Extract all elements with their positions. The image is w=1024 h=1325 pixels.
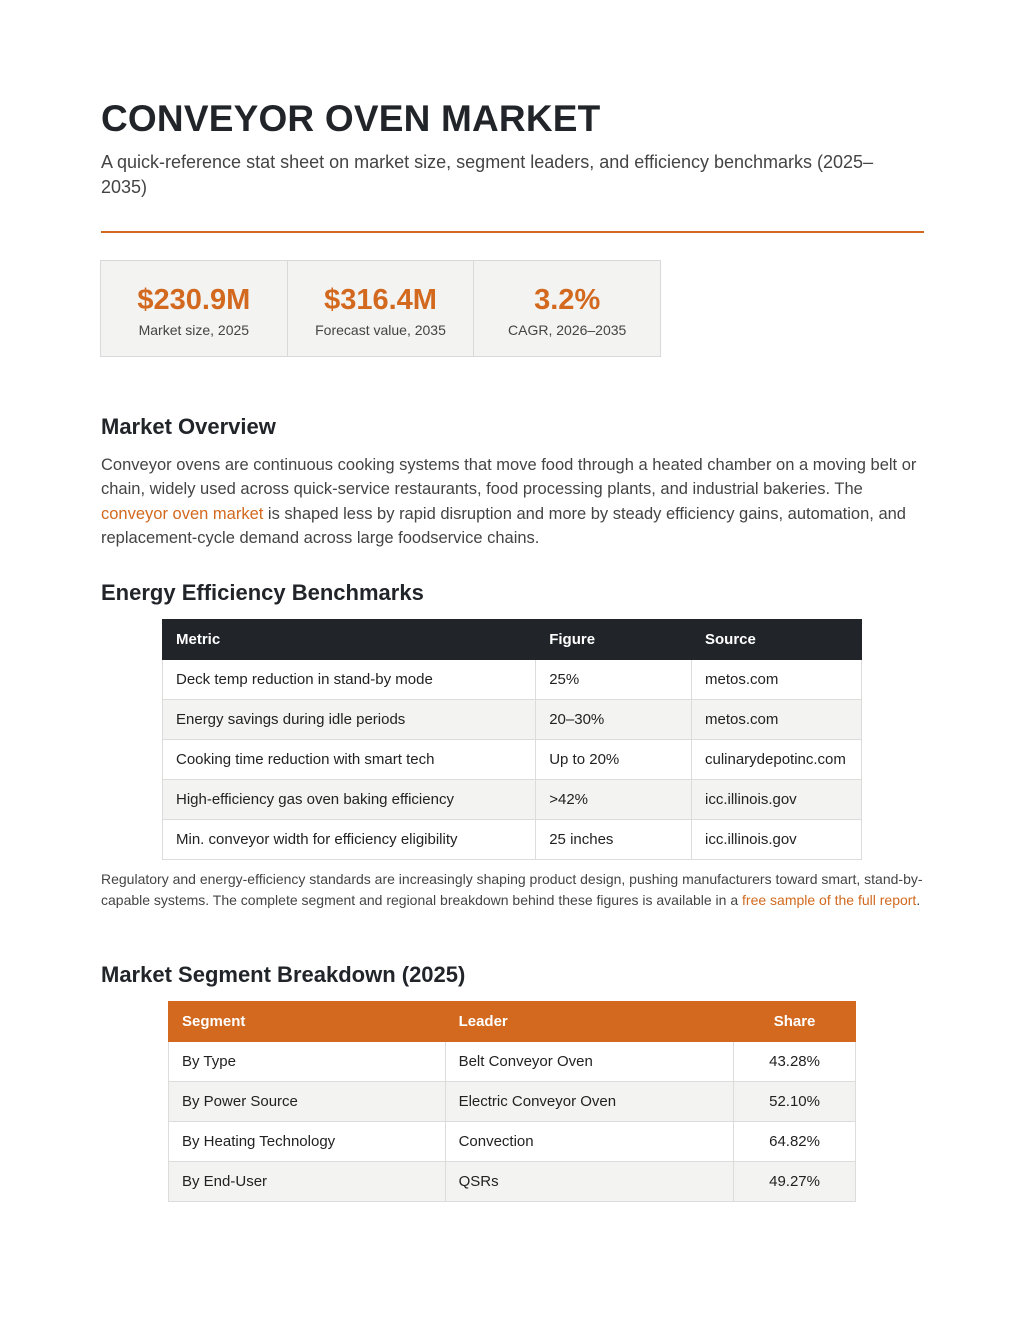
segments-table — [168, 1001, 856, 1202]
table-row — [169, 1082, 856, 1122]
conveyor-oven-market-link[interactable]: conveyor oven market — [101, 504, 264, 523]
share-cell: 43.28% — [734, 1042, 856, 1082]
overview-text: Conveyor ovens are continuous cooking systems that move food through a heated chamber on a moving belt or chain, widely used across quick-service restaurants, food processing plants, and industrial bakeries. The — [101, 456, 917, 499]
table-header-row — [163, 620, 862, 660]
stat-forecast-value — [288, 261, 475, 356]
segments-heading: Market Segment Breakdown (2025) — [101, 962, 466, 987]
note-text-end: . — [916, 892, 921, 908]
table-header-row — [169, 1002, 856, 1042]
stat-cagr — [474, 261, 660, 356]
column-header-metric: Metric — [163, 620, 536, 660]
free-sample-link[interactable]: free sample of the full report — [742, 892, 917, 908]
leader-cell: Electric Conveyor Oven — [445, 1082, 734, 1122]
metric-cell: High-efficiency gas oven baking efficiency — [163, 780, 536, 820]
share-cell: 52.10% — [734, 1082, 856, 1122]
column-header-source: Source — [691, 620, 861, 660]
segment-cell: By End-User — [169, 1162, 446, 1202]
key-stats-panel — [100, 260, 661, 357]
share-cell: 49.27% — [734, 1162, 856, 1202]
stat-market-size — [101, 261, 288, 356]
efficiency-table — [162, 619, 862, 860]
table-row — [169, 1122, 856, 1162]
segment-cell: By Power Source — [169, 1082, 446, 1122]
metric-cell: Min. conveyor width for efficiency eligibility — [163, 820, 536, 860]
stat-value: $230.9M — [137, 284, 251, 316]
leader-cell: Convection — [445, 1122, 734, 1162]
source-cell: culinarydepotinc.com — [691, 740, 861, 780]
source-cell: metos.com — [691, 700, 861, 740]
column-header-segment: Segment — [169, 1002, 446, 1042]
figure-cell: >42% — [536, 780, 692, 820]
table-row — [163, 740, 862, 780]
efficiency-note — [101, 869, 931, 911]
table-row — [163, 820, 862, 860]
table-row — [169, 1162, 856, 1202]
metric-cell: Deck temp reduction in stand-by mode — [163, 660, 536, 700]
stat-label: Market size, 2025 — [138, 322, 250, 338]
page-title: CONVEYOR OVEN MARKET — [101, 98, 601, 139]
metric-cell: Energy savings during idle periods — [163, 700, 536, 740]
note-text: Regulatory and energy-efficiency standards are increasingly shaping product design, pushing manufacturers toward smart, stand-by-capable systems. The complete segment and regional breakdown behind these figures is available in a — [101, 871, 923, 908]
figure-cell: 20–30% — [536, 700, 692, 740]
source-cell: icc.illinois.gov — [691, 820, 861, 860]
table-row — [163, 780, 862, 820]
source-cell: metos.com — [691, 660, 861, 700]
figure-cell: 25% — [536, 660, 692, 700]
stat-label: Forecast value, 2035 — [315, 322, 446, 338]
efficiency-heading: Energy Efficiency Benchmarks — [101, 580, 424, 605]
leader-cell: Belt Conveyor Oven — [445, 1042, 734, 1082]
share-cell: 64.82% — [734, 1122, 856, 1162]
overview-heading: Market Overview — [101, 414, 276, 439]
column-header-share: Share — [734, 1002, 856, 1042]
figure-cell: 25 inches — [536, 820, 692, 860]
leader-cell: QSRs — [445, 1162, 734, 1202]
page-subtitle: A quick-reference stat sheet on market size, segment leaders, and efficiency benchmarks (2025–2035) — [101, 152, 874, 197]
table-row — [163, 660, 862, 700]
table-row — [169, 1042, 856, 1082]
accent-divider — [101, 231, 924, 233]
source-cell: icc.illinois.gov — [691, 780, 861, 820]
segment-cell: By Type — [169, 1042, 446, 1082]
segment-cell: By Heating Technology — [169, 1122, 446, 1162]
stat-label: CAGR, 2026–2035 — [508, 322, 627, 338]
figure-cell: Up to 20% — [536, 740, 692, 780]
overview-text-continued: is shaped less by rapid disruption and more by steady efficiency gains, automation, and replacement-cycle demand across large foodservice chains. — [101, 504, 906, 547]
column-header-leader: Leader — [445, 1002, 734, 1042]
column-header-figure: Figure — [536, 620, 692, 660]
metric-cell: Cooking time reduction with smart tech — [163, 740, 536, 780]
table-row — [163, 700, 862, 740]
stat-value: 3.2% — [534, 284, 601, 316]
stat-value: $316.4M — [324, 284, 437, 316]
overview-paragraph — [101, 453, 931, 550]
